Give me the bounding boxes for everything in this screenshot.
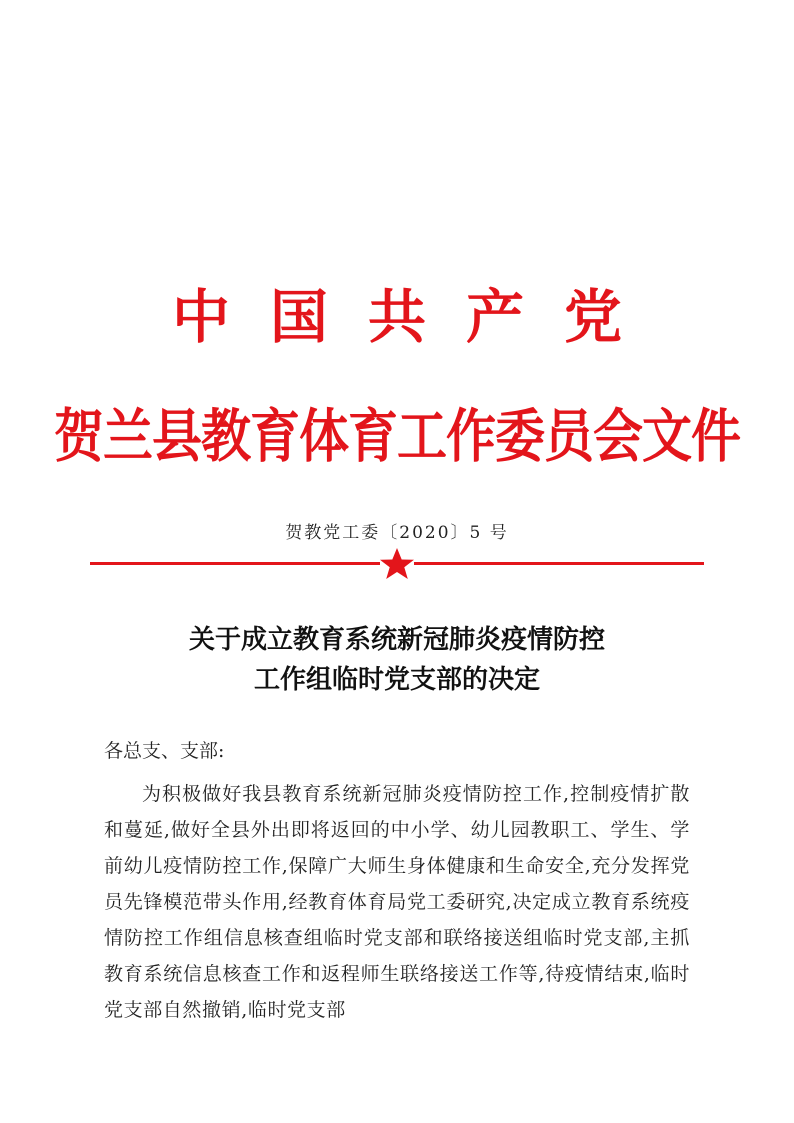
header-org-line: 中国共产党 [171,283,662,351]
red-rule-left [90,562,380,565]
salutation: 各总支、支部: [104,740,225,762]
header-document-title: 贺兰县教育体育工作委员会文件 [54,403,740,470]
red-rule-right [414,562,704,565]
body-text [104,776,690,1028]
decision-title-line-1: 关于成立教育系统新冠肺炎疫情防控 [188,625,605,655]
decision-title-line-2: 工作组临时党支部的决定 [253,665,540,695]
red-star-icon [377,548,417,580]
document-number: 贺教党工委〔2020〕5 号 [285,523,509,543]
body-paragraph: 为积极做好我县教育系统新冠肺炎疫情防控工作,控制疫情扩散和蔓延,做好全县外出即将返回的中小学、幼儿园教职工、学生、学前幼儿疫情防控工作,保障广大师生身体健康和生命安全,充分发挥党员先锋模范带头作用,经教育体育局党工委研究,决定成立教育系统疫情防控工作组信息核查组临时党支部和联络接送组临时党支部,主抓教育系统信息核查工作和返程师生联络接送工作等,待疫情结束,临时党支部自然撤销,临时党支部 [104,783,690,1021]
